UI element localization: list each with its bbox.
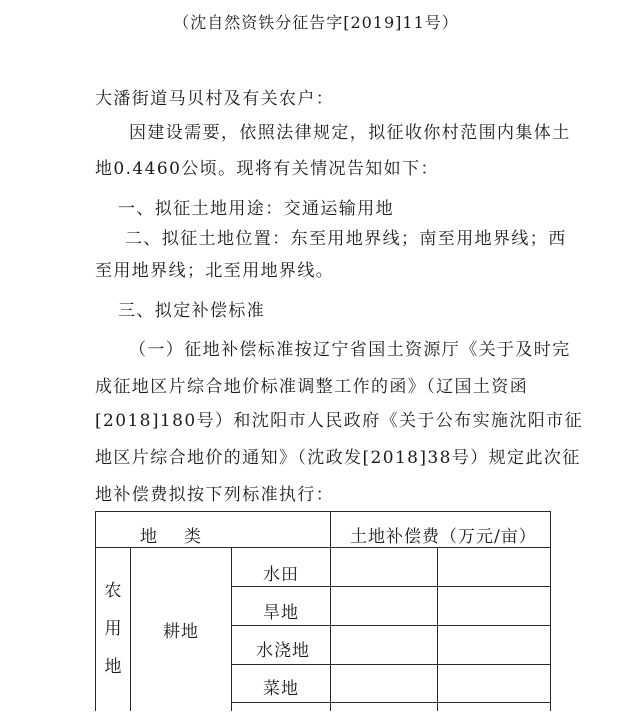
table-border-left: [95, 511, 96, 711]
category-char-3: 地: [104, 657, 122, 677]
table-row-divider-2: [231, 625, 551, 626]
section-location-line-1: 二、拟征土地位置：东至用地界线；南至用地界线；西: [125, 229, 567, 249]
table-col-divider-main: [330, 511, 331, 711]
intro-line-2: 地0.4460公顷。现将有关情况告知如下：: [95, 159, 439, 179]
compensation-para-line-1: （一）征地补偿标准按辽宁省国土资源厅《关于及时完: [129, 340, 571, 360]
table-border-right: [550, 511, 551, 711]
table-header-compensation: 土地补偿费（万元/亩）: [350, 527, 537, 547]
section-location-line-2: 至用地界线；北至用地界线。: [95, 261, 335, 281]
category-char-1: 农: [104, 581, 122, 601]
subcategory-cultivated-land: 耕地: [163, 622, 199, 642]
row-label-dry-land: 旱地: [263, 603, 299, 623]
table-row-divider-1: [231, 586, 551, 587]
table-row-divider-4: [231, 702, 551, 703]
table-border-top: [95, 511, 551, 512]
document-number: （沈自然资铁分征告字[2019]11号）: [173, 13, 459, 32]
compensation-para-line-3: [2018]180号）和沈阳市人民政府《关于公布实施沈阳市征: [95, 411, 583, 431]
table-col-divider-category: [130, 547, 131, 711]
row-label-irrigated-land: 水浇地: [256, 641, 310, 661]
compensation-para-line-5: 地补偿费拟按下列标准执行：: [95, 485, 335, 505]
table-row-divider-3: [231, 664, 551, 665]
row-label-vegetable-land: 菜地: [263, 679, 299, 699]
table-header-land-type: 地 类: [140, 527, 202, 547]
intro-line-1: 因建设需要，依照法律规定，拟征收你村范围内集体土: [129, 123, 571, 143]
category-char-2: 用: [104, 619, 122, 639]
table-header-divider: [95, 547, 551, 548]
compensation-para-line-2: 成征地区片综合地价标准调整工作的函》（辽国土资函: [95, 377, 529, 397]
table-col-divider-value: [437, 547, 438, 711]
section-compensation-heading: 三、拟定补偿标准: [118, 301, 266, 321]
row-label-paddy-field: 水田: [263, 565, 299, 585]
section-land-use: 一、拟征土地用途：交通运输用地: [118, 199, 394, 219]
table-col-divider-subcategory: [231, 547, 232, 711]
addressee: 大潘街道马贝村及有关农户：: [95, 89, 335, 109]
compensation-para-line-4: 地区片综合地价的通知》（沈政发[2018]38号）规定此次征: [95, 448, 581, 468]
